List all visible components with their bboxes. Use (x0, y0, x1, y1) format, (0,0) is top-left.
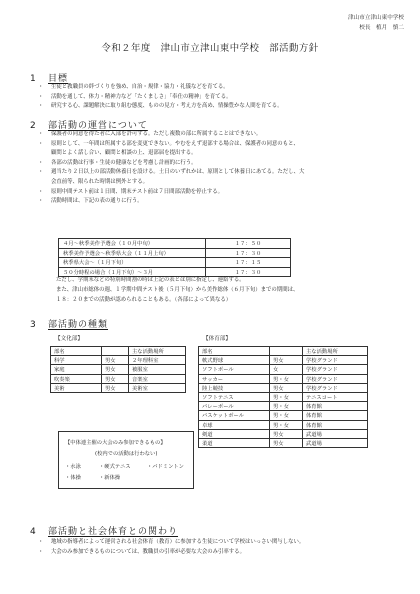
table-row: 家庭 男女 被服室 (51, 365, 186, 374)
note-line: また、津山市総体の週、１学期中間テスト後（５月下旬）から美作総体（６月下旬）までの期間は、 (56, 287, 299, 293)
table-row: 科学 男女 ２年理科室 (51, 356, 186, 365)
school-name: 津山市立津山東中学校 (348, 15, 404, 21)
activity-time-table (58, 238, 291, 277)
list-item: ・水泳 (65, 464, 81, 470)
sec1-list (38, 83, 283, 112)
list-item: ・ 原則として、一年間は所属する部を変更できない。やむをえず退部する場合は、保護者の同意のもと、 (38, 140, 299, 147)
sports-label: 【体育部】 (203, 336, 231, 342)
list-item: ・ 活動時間は、下記の表の通りに行う。 (38, 198, 143, 205)
table-row: ５０分時程の場合（１月下旬）～３月 １７：３０ (59, 267, 291, 277)
list-item: ・ 週当たり２日以上の部活動休養日を設ける。土日のいずれかは、原則として休養日にあてる。ただし、大 (38, 169, 305, 176)
table-row: サッカー 男・女 学校グランド (199, 374, 368, 383)
table-row: バレーボール 男・女 体育館 (199, 402, 368, 411)
tournament-only-box (58, 431, 194, 489)
sec2-list (38, 130, 304, 207)
table-row: 吹奏楽 男女 音楽室 (51, 374, 186, 383)
sports-club-table (198, 346, 368, 448)
page-title: 令和２年度 津山市立津山東中学校 部活動方針 (101, 43, 319, 54)
list-item-cont: 顧問とよく話し合い、顧問と相談の上、退部届を提出する。 (51, 150, 197, 157)
table-row: ４月～秋季美作予選会（１０月中旬） １７：５０ (59, 239, 291, 249)
culture-club-table (50, 346, 186, 393)
table-row: 美術 男女 美術室 (51, 383, 186, 392)
section-heading-1: 1 目標 (30, 74, 69, 84)
table-row: 秋季美作予選会～秋季県大会（１１月上旬） １７：３０ (59, 248, 291, 258)
list-item-cont: 会直前等、限られた時期は例外とする。 (51, 178, 149, 185)
note-line: ただし、学期末などの特別時間割の時は上記の表とは別に指定し、連絡する。 (56, 277, 245, 283)
section-heading-3: 3 部活動の種類 (30, 320, 109, 330)
list-item: ・ 各部の活動は行事・生徒の健康などを考慮し計画的に行う。 (38, 159, 197, 166)
table-row: 軟式野球 男女 学校グランド (199, 356, 368, 365)
culture-label: 【文化部】 (55, 336, 83, 342)
list-item: ・ 原則中間テスト前は１日間、期末テスト前は７日間部活動を停止する。 (38, 188, 224, 195)
table-row: 剣道 男女 武道場 (199, 429, 368, 438)
box-subtitle: (校内での活動は行わない) (95, 451, 158, 457)
list-item: ・硬式テニス (99, 464, 131, 470)
note-line: １８：２０までの活動が認められることもある。（各部によって異なる） (56, 297, 232, 303)
list-item: ・ 研究する心、課題解決に取り組む態度、ものの見方・考え方を高め、情操豊かな人間を育てる。 (38, 103, 283, 110)
header (348, 13, 404, 33)
table-row: 柔道 男女 武道場 (199, 438, 368, 447)
list-item: ・ 保護者の同意を得た者に入部を許可する。ただし複数の部に所属することはできない。 (38, 131, 262, 137)
table-row: バスケットボール 男・女 体育館 (199, 411, 368, 420)
section-heading-2: 2 部活動の運営について (30, 121, 148, 131)
list-item: ・ 大会のみ参加できるものについては、教職員の引率が必要な大会のみ引率する。 (38, 548, 245, 555)
table-row: 陸上競技 男女 学校グランド (199, 383, 368, 392)
list-item: ・ 地域の指導者によって運営される社会体育（教育）に参加する生徒について学校はいっさい関与しない。 (38, 539, 305, 545)
list-item: ・体操 (65, 475, 81, 481)
table-row: 秋季県大会～（１月下旬） １７：１５ (59, 258, 291, 268)
table-row: ソフトテニス 男・女 テニスコート (199, 392, 368, 401)
box-title: 【中体連主催の大会のみ参加できるもの】 (65, 440, 166, 446)
list-item: ・新体操 (99, 475, 121, 481)
list-item: ・ 生徒と教職員の絆づくりを強め、自治・規律・協力・礼儀などを育てる。 (38, 84, 229, 90)
list-item: ・ 活動を通して、体力・精神力など「たくましさ」「奉仕の精神」を育てる。 (38, 93, 232, 100)
sec4-list (38, 538, 304, 557)
table-header-row: 部名 主な活動場所 (51, 347, 186, 356)
list-item: ・バドミントン (147, 464, 184, 470)
table-row: 卓球 男・女 体育館 (199, 420, 368, 429)
table-header-row: 部名 主な活動場所 (199, 347, 368, 356)
table-row: ソフトボール 女 学校グランド (199, 365, 368, 374)
principal-name: 校長 植月 慎二 (359, 25, 404, 31)
section-heading-4: 4 部活動と社会体育との関わり (30, 527, 179, 537)
